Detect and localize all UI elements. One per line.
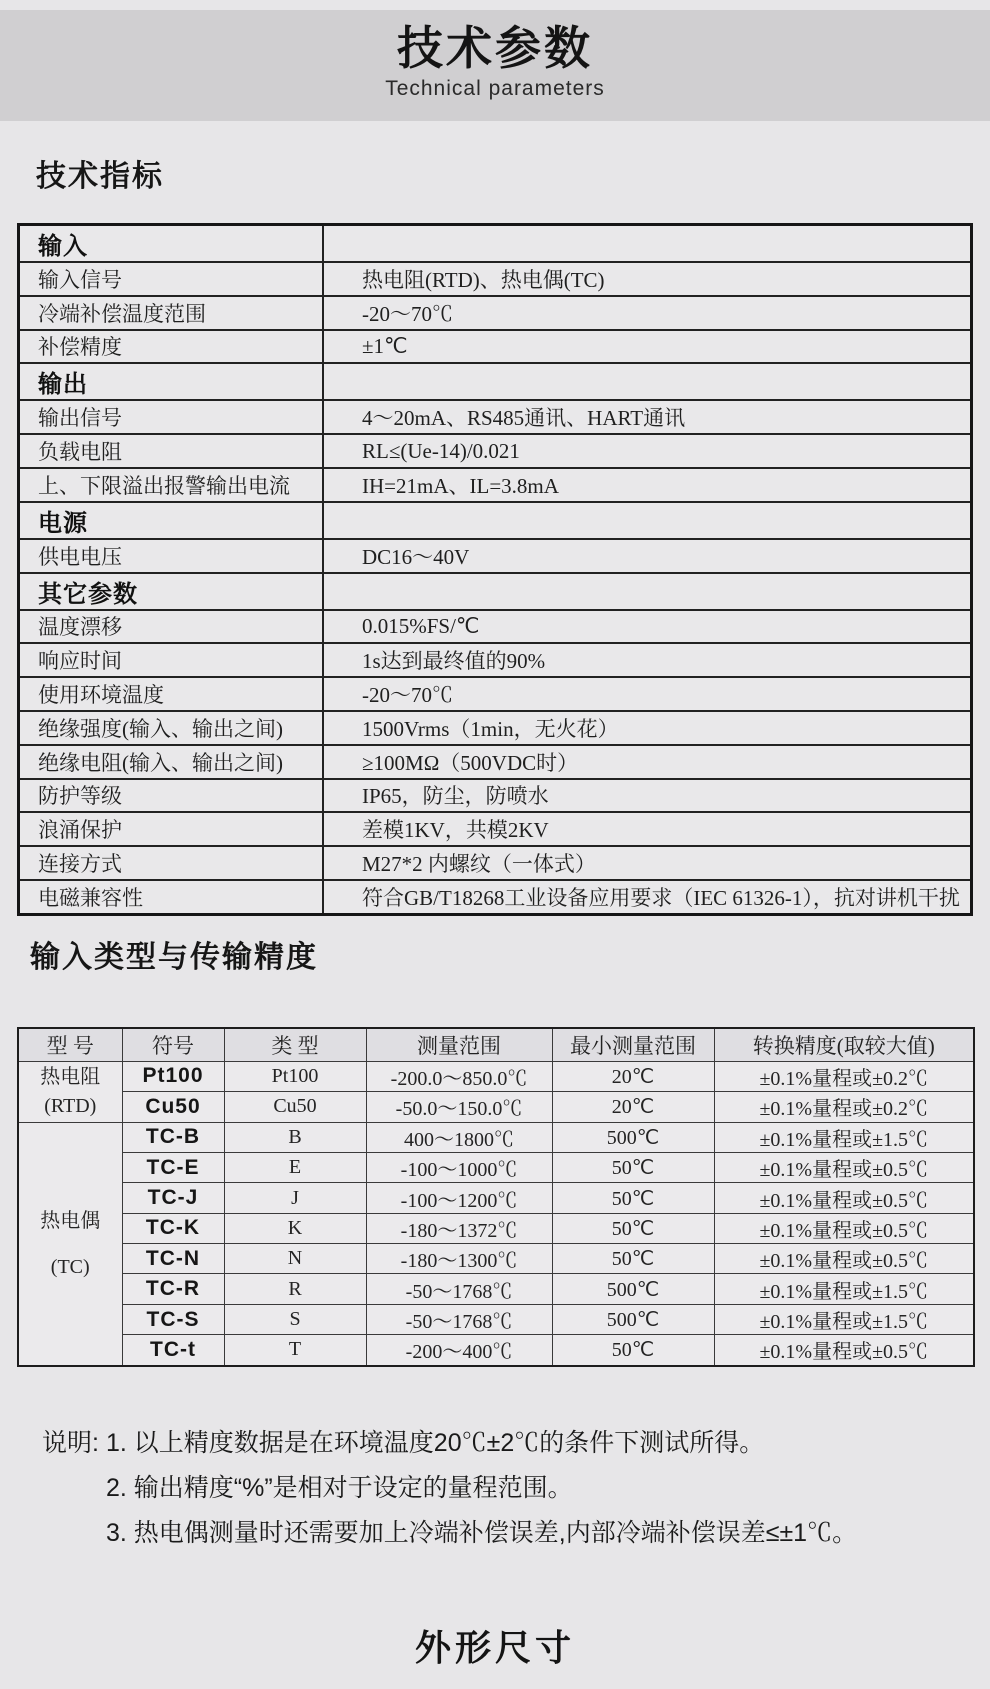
input-type-row (18, 1122, 974, 1152)
accuracy-cell: ±0.1%量程或±0.5℃ (714, 1213, 974, 1243)
table-header-cell: 最小测量范围 (552, 1028, 714, 1062)
header-band (0, 10, 990, 121)
input-type-row (18, 1213, 974, 1243)
spec-section-row (19, 573, 972, 610)
spec-value-cell: RL≤(Ue-14)/0.021 (323, 434, 972, 468)
spec-label-cell: 防护等级 (19, 779, 324, 813)
type-group-abbr: (TC) (50, 1255, 90, 1278)
spec-value-cell: 1s达到最终值的90% (323, 643, 972, 677)
page-subtitle: Technical parameters (385, 77, 605, 100)
accuracy-cell: ±0.1%量程或±0.2℃ (714, 1092, 974, 1122)
spec-row (19, 610, 972, 644)
spec-label-cell: 响应时间 (19, 643, 324, 677)
min-range-cell: 50℃ (552, 1213, 714, 1243)
accuracy-cell: ±0.1%量程或±0.5℃ (714, 1152, 974, 1182)
symbol-cell: TC-E (122, 1152, 224, 1182)
spec-label-cell: 绝缘强度(输入、输出之间) (19, 711, 324, 745)
min-range-cell: 20℃ (552, 1061, 714, 1091)
min-range-cell: 50℃ (552, 1183, 714, 1213)
symbol-cell: Cu50 (122, 1092, 224, 1122)
note-text: 1. 以上精度数据是在环境温度20℃±2℃的条件下测试所得。 (106, 1428, 765, 1457)
min-range-cell: 50℃ (552, 1244, 714, 1274)
spec-value-cell: 1500Vrms（1min，无火花） (323, 711, 972, 745)
section-title-specs: 技术指标 (36, 160, 164, 193)
input-type-row (18, 1304, 974, 1334)
input-type-row (18, 1152, 974, 1182)
spec-label-cell: 温度漂移 (19, 610, 324, 644)
spec-row (19, 434, 972, 468)
type-group-name: 热电阻 (40, 1065, 101, 1088)
spec-row (19, 677, 972, 711)
range-cell: -200～400℃ (366, 1335, 552, 1366)
symbol-cell: TC-K (122, 1213, 224, 1243)
spec-value-cell: 热电阻(RTD)、热电偶(TC) (323, 262, 972, 296)
spec-section-row (19, 502, 972, 539)
accuracy-cell: ±0.1%量程或±1.5℃ (714, 1122, 974, 1152)
min-range-cell: 500℃ (552, 1304, 714, 1334)
spec-value-cell (323, 573, 972, 610)
spec-value-cell: M27*2 内螺纹（一体式） (323, 846, 972, 880)
table-header-cell: 转换精度(取较大值) (714, 1028, 974, 1062)
range-cell: -50～1768℃ (366, 1304, 552, 1334)
type-group-cell (18, 1061, 122, 1122)
spec-row (19, 880, 972, 914)
range-cell: -50.0～150.0℃ (366, 1092, 552, 1122)
table-header-cell: 测量范围 (366, 1028, 552, 1062)
spec-row (19, 846, 972, 880)
spec-row (19, 812, 972, 846)
spec-label-cell: 电源 (19, 502, 324, 539)
symbol-cell: TC-N (122, 1244, 224, 1274)
spec-label-cell: 浪涌保护 (19, 812, 324, 846)
spec-label-cell: 上、下限溢出报警输出电流 (19, 468, 324, 502)
spec-row (19, 711, 972, 745)
accuracy-cell: ±0.1%量程或±0.5℃ (714, 1244, 974, 1274)
min-range-cell: 500℃ (552, 1122, 714, 1152)
kind-cell: R (224, 1274, 366, 1304)
input-types-header (18, 1028, 974, 1062)
spec-row (19, 330, 972, 364)
symbol-cell: TC-t (122, 1335, 224, 1366)
accuracy-cell: ±0.1%量程或±0.2℃ (714, 1061, 974, 1091)
input-types-header-row (18, 1028, 974, 1062)
spec-label-cell: 其它参数 (19, 573, 324, 610)
spec-value-cell: IP65，防尘，防喷水 (323, 779, 972, 813)
spec-label-cell: 电磁兼容性 (19, 880, 324, 914)
symbol-cell: TC-J (122, 1183, 224, 1213)
spec-section-row (19, 363, 972, 400)
kind-cell: K (224, 1213, 366, 1243)
input-type-row (18, 1335, 974, 1366)
min-range-cell: 50℃ (552, 1152, 714, 1182)
type-group-cell (18, 1122, 122, 1366)
spec-value-cell: IH=21mA、IL=3.8mA (323, 468, 972, 502)
kind-cell: B (224, 1122, 366, 1152)
input-type-row (18, 1061, 974, 1091)
kind-cell: Cu50 (224, 1092, 366, 1122)
spec-section-row (19, 225, 972, 263)
spec-label-cell: 供电电压 (19, 539, 324, 573)
note-item (42, 1421, 990, 1466)
symbol-cell: Pt100 (122, 1061, 224, 1091)
notes-block (42, 1421, 990, 1556)
min-range-cell: 20℃ (552, 1092, 714, 1122)
spec-label-cell: 绝缘电阻(输入、输出之间) (19, 745, 324, 779)
spec-value-cell: 4～20mA、RS485通讯、HART通讯 (323, 400, 972, 434)
kind-cell: T (224, 1335, 366, 1366)
spec-value-cell (323, 363, 972, 400)
min-range-cell: 50℃ (552, 1335, 714, 1366)
section-title-input-types: 输入类型与传输精度 (30, 940, 318, 974)
input-types-table (17, 1027, 975, 1367)
accuracy-cell: ±0.1%量程或±0.5℃ (714, 1183, 974, 1213)
notes-label: 说明: (42, 1428, 99, 1457)
range-cell: -200.0～850.0℃ (366, 1061, 552, 1091)
spec-label-cell: 负载电阻 (19, 434, 324, 468)
spec-table-body (19, 225, 972, 915)
spec-table (17, 223, 973, 916)
min-range-cell: 500℃ (552, 1274, 714, 1304)
spec-row (19, 400, 972, 434)
kind-cell: Pt100 (224, 1061, 366, 1091)
spec-row (19, 296, 972, 330)
spec-value-cell: -20～70℃ (323, 296, 972, 330)
accuracy-cell: ±0.1%量程或±0.5℃ (714, 1335, 974, 1366)
section-title-dimensions: 外形尺寸 (414, 1626, 575, 1668)
accuracy-cell: ±0.1%量程或±1.5℃ (714, 1274, 974, 1304)
input-type-row (18, 1274, 974, 1304)
spec-row (19, 643, 972, 677)
note-item (42, 1511, 990, 1556)
table-header-cell: 符号 (122, 1028, 224, 1062)
type-group-name: 热电偶 (40, 1209, 101, 1232)
spec-value-cell: DC16～40V (323, 539, 972, 573)
spec-value-cell: 0.015%FS/℃ (323, 610, 972, 644)
spec-label-cell: 补偿精度 (19, 330, 324, 364)
spec-value-cell: ≥100MΩ（500VDC时） (323, 745, 972, 779)
spec-row (19, 779, 972, 813)
spec-value-cell (323, 502, 972, 539)
note-text: 3. 热电偶测量时还需要加上冷端补偿误差,内部冷端补偿误差≤±1℃。 (106, 1518, 858, 1547)
spec-value-cell: 符合GB/T18268工业设备应用要求（IEC 61326-1），抗对讲机干扰 (323, 880, 972, 914)
spec-value-cell (323, 225, 972, 263)
spec-value-cell: 差模1KV，共模2KV (323, 812, 972, 846)
page-title: 技术参数 (397, 22, 593, 74)
spec-row (19, 468, 972, 502)
input-type-row (18, 1092, 974, 1122)
symbol-cell: TC-R (122, 1274, 224, 1304)
range-cell: 400～1800℃ (366, 1122, 552, 1152)
spec-row (19, 262, 972, 296)
table-header-cell: 型 号 (18, 1028, 122, 1062)
kind-cell: J (224, 1183, 366, 1213)
kind-cell: E (224, 1152, 366, 1182)
kind-cell: N (224, 1244, 366, 1274)
kind-cell: S (224, 1304, 366, 1334)
spec-label-cell: 冷端补偿温度范围 (19, 296, 324, 330)
spec-label-cell: 使用环境温度 (19, 677, 324, 711)
range-cell: -100～1200℃ (366, 1183, 552, 1213)
spec-value-cell: ±1℃ (323, 330, 972, 364)
notes-label (42, 1511, 106, 1556)
symbol-cell: TC-S (122, 1304, 224, 1334)
accuracy-cell: ±0.1%量程或±1.5℃ (714, 1304, 974, 1334)
spec-label-cell: 输出信号 (19, 400, 324, 434)
spec-row (19, 539, 972, 573)
spec-label-cell: 输入信号 (19, 262, 324, 296)
range-cell: -50～1768℃ (366, 1274, 552, 1304)
note-item (42, 1466, 990, 1511)
table-header-cell: 类 型 (224, 1028, 366, 1062)
notes-label (42, 1466, 106, 1511)
note-text: 2. 输出精度“%”是相对于设定的量程范围。 (106, 1473, 573, 1502)
type-group-abbr: (RTD) (44, 1094, 97, 1117)
input-type-row (18, 1244, 974, 1274)
spec-label-cell: 连接方式 (19, 846, 324, 880)
input-types-body (18, 1061, 974, 1365)
spec-value-cell: -20～70℃ (323, 677, 972, 711)
spec-label-cell: 输出 (19, 363, 324, 400)
range-cell: -100～1000℃ (366, 1152, 552, 1182)
spec-row (19, 745, 972, 779)
symbol-cell: TC-B (122, 1122, 224, 1152)
range-cell: -180～1300℃ (366, 1244, 552, 1274)
spec-label-cell: 输入 (19, 225, 324, 263)
input-type-row (18, 1183, 974, 1213)
range-cell: -180～1372℃ (366, 1213, 552, 1243)
